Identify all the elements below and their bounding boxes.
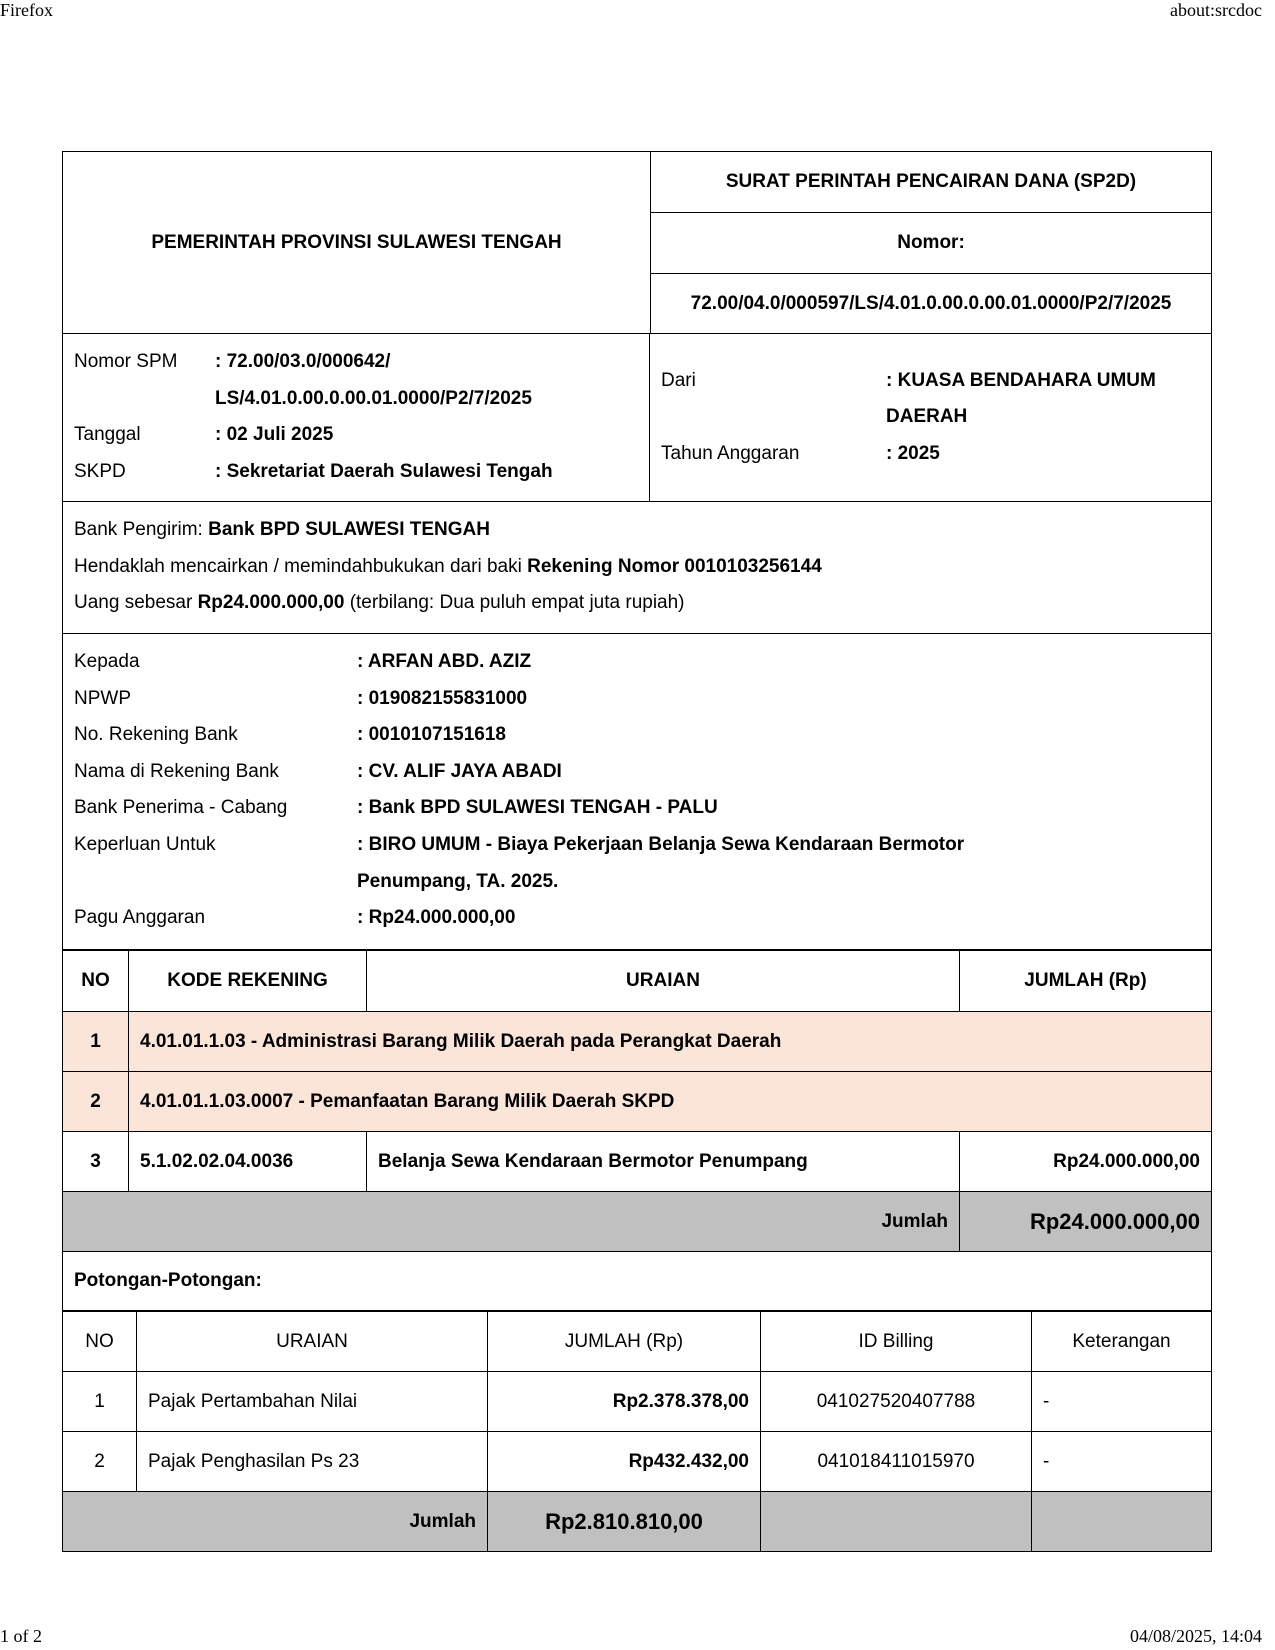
skpd-label: SKPD — [74, 460, 126, 482]
page-counter: 1 of 2 — [0, 1626, 42, 1646]
potongan-header-row — [63, 1310, 1211, 1371]
row-id-billing: 041018411015970 — [761, 1432, 1032, 1491]
row-kegiatan: 4.01.01.1.03.0007 - Pemanfaatan Barang Milik Daerah SKPD — [140, 1090, 675, 1112]
pagu-value: : Rp24.000.000,00 — [357, 907, 516, 929]
bank-pengirim-value: Bank BPD SULAWESI TENGAH — [208, 519, 490, 540]
document-number: 72.00/04.0/000597/LS/4.01.0.00.0.00.01.0000/P2/7/2025 — [651, 273, 1211, 333]
col-uraian: URAIAN — [367, 951, 960, 1011]
kepada-label: Kepada — [74, 651, 140, 672]
terbilang-text: (terbilang: Dua puluh empat juta rupiah) — [344, 592, 685, 614]
uang-line — [74, 585, 1200, 622]
row-program: 4.01.01.1.03 - Administrasi Barang Milik Daerah pada Perangkat Daerah — [140, 1030, 782, 1052]
bank-pengirim-line — [74, 512, 1200, 549]
tahun-anggaran-label: Tahun Anggaran — [661, 442, 800, 464]
nomor-spm-label: Nomor SPM — [74, 351, 178, 372]
title-block — [651, 152, 1211, 333]
col-kode-rekening: KODE REKENING — [129, 951, 367, 1011]
nama-rekening-value: : CV. ALIF JAYA ABADI — [357, 760, 562, 782]
row-jumlah: Rp2.378.378,00 — [488, 1372, 761, 1431]
nomor-spm-value: : 72.00/03.0/000642/ — [215, 351, 391, 372]
potongan-title: Potongan-Potongan: — [63, 1251, 1211, 1310]
browser-url: about:srcdoc — [1170, 0, 1262, 20]
keperluan-value-cont: Penumpang, TA. 2025. — [357, 870, 559, 892]
spm-section — [63, 333, 1211, 501]
table-row — [63, 1371, 1211, 1431]
instruksi-line — [74, 549, 1200, 586]
npwp-label: NPWP — [74, 687, 131, 709]
row-id-billing: 041027520407788 — [761, 1372, 1032, 1431]
dari-value: : KUASA BENDAHARA UMUM — [886, 369, 1156, 391]
row-keterangan: - — [1043, 1450, 1050, 1472]
dari-label: Dari — [661, 369, 696, 391]
row-no: 2 — [63, 1072, 129, 1131]
row-uraian: Belanja Sewa Kendaraan Bermotor Penumpang — [367, 1132, 960, 1191]
row-no: 2 — [63, 1432, 137, 1491]
sp2d-document — [62, 151, 1212, 1552]
bank-section — [63, 501, 1211, 633]
keperluan-label: Keperluan Untuk — [74, 833, 216, 855]
npwp-value: : 019082155831000 — [357, 687, 528, 709]
col-uraian: URAIAN — [137, 1312, 488, 1371]
row-uraian: Pajak Pertambahan Nilai — [137, 1372, 488, 1431]
bank-penerima-label: Bank Penerima - Cabang — [74, 797, 288, 819]
col-no: NO — [63, 1312, 137, 1371]
potongan-total-billing-empty — [761, 1492, 1032, 1551]
dari-value-cont: DAERAH — [886, 406, 968, 428]
row-kode-rekening: 5.1.02.02.04.0036 — [129, 1132, 367, 1191]
row-uraian: Pajak Penghasilan Ps 23 — [137, 1432, 488, 1491]
rekening-sumber: Rekening Nomor 0010103256144 — [527, 555, 822, 577]
keperluan-value: : BIRO UMUM - Biaya Pekerjaan Belanja Sewa Kendaraan Bermotor — [357, 833, 965, 855]
col-keterangan: Keterangan — [1072, 1330, 1171, 1352]
skpd-value: : Sekretariat Daerah Sulawesi Tengah — [215, 460, 553, 482]
tanggal-label: Tanggal — [74, 424, 141, 446]
spm-left — [63, 334, 650, 501]
document-title: SURAT PERINTAH PENCAIRAN DANA (SP2D) — [725, 171, 1137, 192]
pagu-label: Pagu Anggaran — [74, 907, 206, 929]
uang-label: Uang sebesar — [74, 592, 198, 614]
row-jumlah: Rp432.432,00 — [488, 1432, 761, 1491]
browser-app-name: Firefox — [0, 0, 53, 20]
row-jumlah: Rp24.000.000,00 — [1053, 1150, 1200, 1172]
row-no: 1 — [63, 1012, 129, 1071]
col-no: NO — [63, 951, 129, 1011]
col-id-billing: ID Billing — [761, 1312, 1032, 1371]
nomor-spm-value-cont: LS/4.01.0.00.0.00.01.0000/P2/7/2025 — [215, 387, 532, 409]
row-no: 3 — [63, 1132, 129, 1191]
uang-value: Rp24.000.000,00 — [197, 592, 345, 614]
tahun-anggaran-value: : 2025 — [886, 442, 940, 464]
org-name: PEMERINTAH PROVINSI SULAWESI TENGAH — [63, 152, 651, 333]
nomor-label: Nomor: — [651, 212, 1211, 273]
nama-rekening-label: Nama di Rekening Bank — [74, 760, 279, 782]
col-jumlah: JUMLAH (Rp) — [488, 1312, 761, 1371]
col-jumlah: JUMLAH (Rp) — [1024, 970, 1147, 991]
document-header — [63, 152, 1211, 333]
bank-pengirim-label: Bank Pengirim: — [74, 519, 209, 540]
row-keterangan: - — [1043, 1390, 1050, 1412]
penerima-section — [63, 633, 1211, 949]
rincian-header-row — [63, 949, 1211, 1011]
table-row — [63, 1071, 1211, 1131]
potongan-total-value: Rp2.810.810,00 — [488, 1492, 761, 1551]
row-no: 1 — [63, 1372, 137, 1431]
table-row — [63, 1131, 1211, 1191]
potongan-total-row — [63, 1491, 1211, 1551]
potongan-total-ket-empty — [1032, 1492, 1211, 1551]
table-row — [63, 1011, 1211, 1071]
table-row — [63, 1431, 1211, 1491]
kepada-value: : ARFAN ABD. AZIZ — [357, 651, 532, 672]
instruksi-text: Hendaklah mencairkan / memindahbukukan dari baki — [74, 555, 528, 577]
bank-penerima-value: : Bank BPD SULAWESI TENGAH - PALU — [357, 797, 718, 819]
tanggal-value: : 02 Juli 2025 — [215, 424, 334, 446]
rincian-total-row — [63, 1191, 1211, 1251]
rekening-label: No. Rekening Bank — [74, 724, 238, 746]
rincian-total-value: Rp24.000.000,00 — [1029, 1208, 1200, 1234]
potongan-total-label: Jumlah — [63, 1492, 488, 1551]
spm-right — [650, 334, 1211, 501]
rincian-total-label: Jumlah — [63, 1192, 960, 1251]
print-datetime: 04/08/2025, 14:04 — [1129, 1626, 1262, 1646]
rekening-value: : 0010107151618 — [357, 724, 506, 746]
